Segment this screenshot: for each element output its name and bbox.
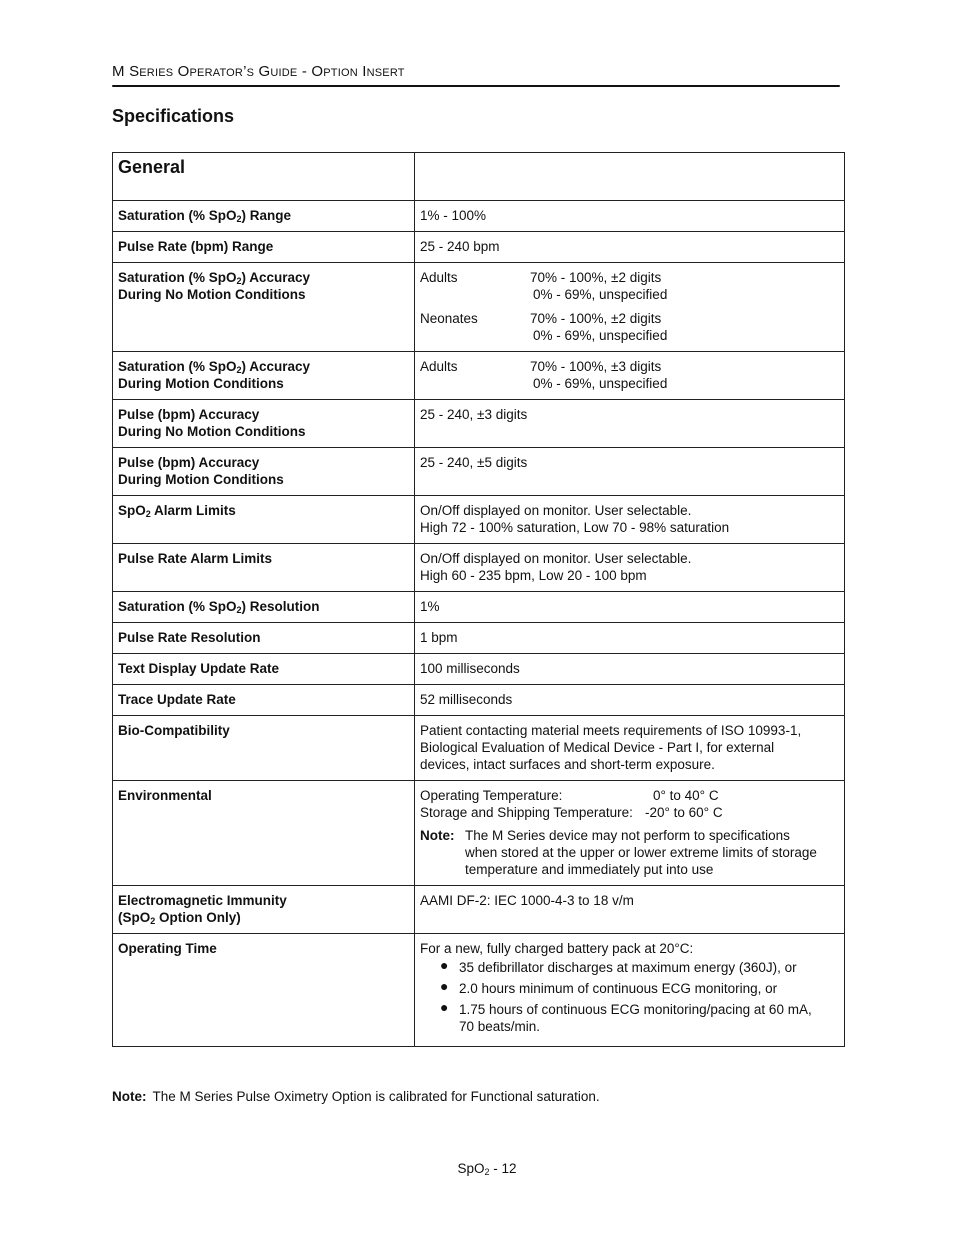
table-row — [113, 496, 845, 544]
list-item: ● 2.0 hours minimum of continuous ECG monitoring, or — [440, 978, 778, 996]
spec-value: On/Off displayed on monitor. User selectable. High 72 - 100% saturation, Low 70 - 98% saturation — [415, 496, 845, 544]
spec-value: Operating Temperature: 0° to 40° C Storage and Shipping Temperature: -20° to 60° C Note: The M Series device may not perform to specifications when stored at the upper or lower extreme limits of storage temperature and immediately put into use — [415, 781, 845, 886]
empty-header-cell — [415, 153, 845, 201]
table-row — [113, 263, 845, 352]
spec-label: Text Display Update Rate — [113, 654, 415, 685]
spec-value: For a new, fully charged battery pack at 20°C: ● 35 defibrillator discharges at maximum energy (360J), or ● 2.0 hours minimum of continuous ECG monitoring, or ● 1.75 hours of continuous ECG monitoring/pacing at 60 mA, 70 beats/min. — [415, 934, 845, 1047]
spec-label: Pulse Rate Resolution — [113, 623, 415, 654]
spec-value: 25 - 240, ±3 digits — [415, 400, 845, 448]
bullet-icon: ● — [440, 957, 449, 973]
spec-label: Trace Update Rate — [113, 685, 415, 716]
table-row — [113, 400, 845, 448]
table-row — [113, 886, 845, 934]
table-row — [113, 232, 845, 263]
header-rule — [112, 85, 840, 87]
table-row — [113, 685, 845, 716]
operating-time-list — [420, 959, 839, 1035]
section-title: Specifications — [112, 106, 235, 126]
spec-value: AAMI DF-2: IEC 1000-4-3 to 18 v/m — [415, 886, 845, 934]
spec-label: Bio-Compatibility — [113, 716, 415, 781]
table-row — [113, 592, 845, 623]
spec-value: 52 milliseconds — [415, 685, 845, 716]
table-row — [113, 201, 845, 232]
spec-value: Adults 70% - 100%, ±3 digits 0% - 69%, unspecified — [415, 352, 845, 400]
spec-value: 1% - 100% — [415, 201, 845, 232]
environmental-note: Note: The M Series device may not perform to specifications when stored at the upper or lower extreme limits of storage temperature and immediately put into use — [420, 828, 817, 877]
list-item: ● 35 defibrillator discharges at maximum energy (360J), or — [440, 957, 797, 975]
spec-value: 25 - 240, ±5 digits — [415, 448, 845, 496]
calibration-note: Note: The M Series Pulse Oximetry Option is calibrated for Functional saturation. — [112, 1089, 600, 1104]
spec-label: Saturation (% SpO$_2$) Resolution — [113, 592, 415, 623]
table-row — [113, 623, 845, 654]
specifications-table — [112, 152, 845, 1047]
spec-label: Pulse (bpm) Accuracy During No Motion Conditions — [113, 400, 415, 448]
spec-value: 100 milliseconds — [415, 654, 845, 685]
running-header: M Series Operator’s Guide - Option Insert — [112, 63, 405, 80]
table-row — [113, 448, 845, 496]
table-row — [113, 544, 845, 592]
table-row — [113, 352, 845, 400]
spec-label: Saturation (% SpO$_2$) Range — [113, 201, 415, 232]
table-row — [113, 781, 845, 886]
spec-label: Pulse (bpm) Accuracy During Motion Conditions — [113, 448, 415, 496]
spec-label: Electromagnetic Immunity (SpO$_2$ Option Only) — [113, 886, 415, 934]
spec-value: Adults 70% - 100%, ±2 digits 0% - 69%, unspecified Neonates 70% - 100%, ±2 digits 0% - 69%, unspecified — [415, 263, 845, 352]
group-title: General — [118, 157, 186, 177]
table-row — [113, 934, 845, 1047]
group-title-cell — [113, 153, 415, 201]
table-row — [113, 716, 845, 781]
spec-label: Pulse Rate Alarm Limits — [113, 544, 415, 592]
table-row — [113, 654, 845, 685]
list-item: ● 1.75 hours of continuous ECG monitoring/pacing at 60 mA, 70 beats/min. — [440, 999, 812, 1034]
spec-label: Saturation (% SpO$_2$) Accuracy During Motion Conditions — [113, 352, 415, 400]
spec-value: Patient contacting material meets requirements of ISO 10993-1, Biological Evaluation of Medical Device - Part I, for external devices, intact surfaces and short-term exposure. — [415, 716, 845, 781]
spec-label: Environmental — [113, 781, 415, 886]
table-header-row — [113, 153, 845, 201]
spec-value: On/Off displayed on monitor. User selectable. High 60 - 235 bpm, Low 20 - 100 bpm — [415, 544, 845, 592]
spec-label: Saturation (% SpO$_2$) Accuracy During No Motion Conditions — [113, 263, 415, 352]
bullet-icon: ● — [440, 978, 449, 994]
spec-value: 25 - 240 bpm — [415, 232, 845, 263]
spec-label: Operating Time — [113, 934, 415, 1047]
spec-value: 1% — [415, 592, 845, 623]
spec-label: Pulse Rate (bpm) Range — [113, 232, 415, 263]
page-number: SpO$_2$ - 12 — [457, 1161, 517, 1177]
spec-label: SpO$_2$ Alarm Limits — [113, 496, 415, 544]
bullet-icon: ● — [440, 999, 449, 1015]
spec-value: 1 bpm — [415, 623, 845, 654]
